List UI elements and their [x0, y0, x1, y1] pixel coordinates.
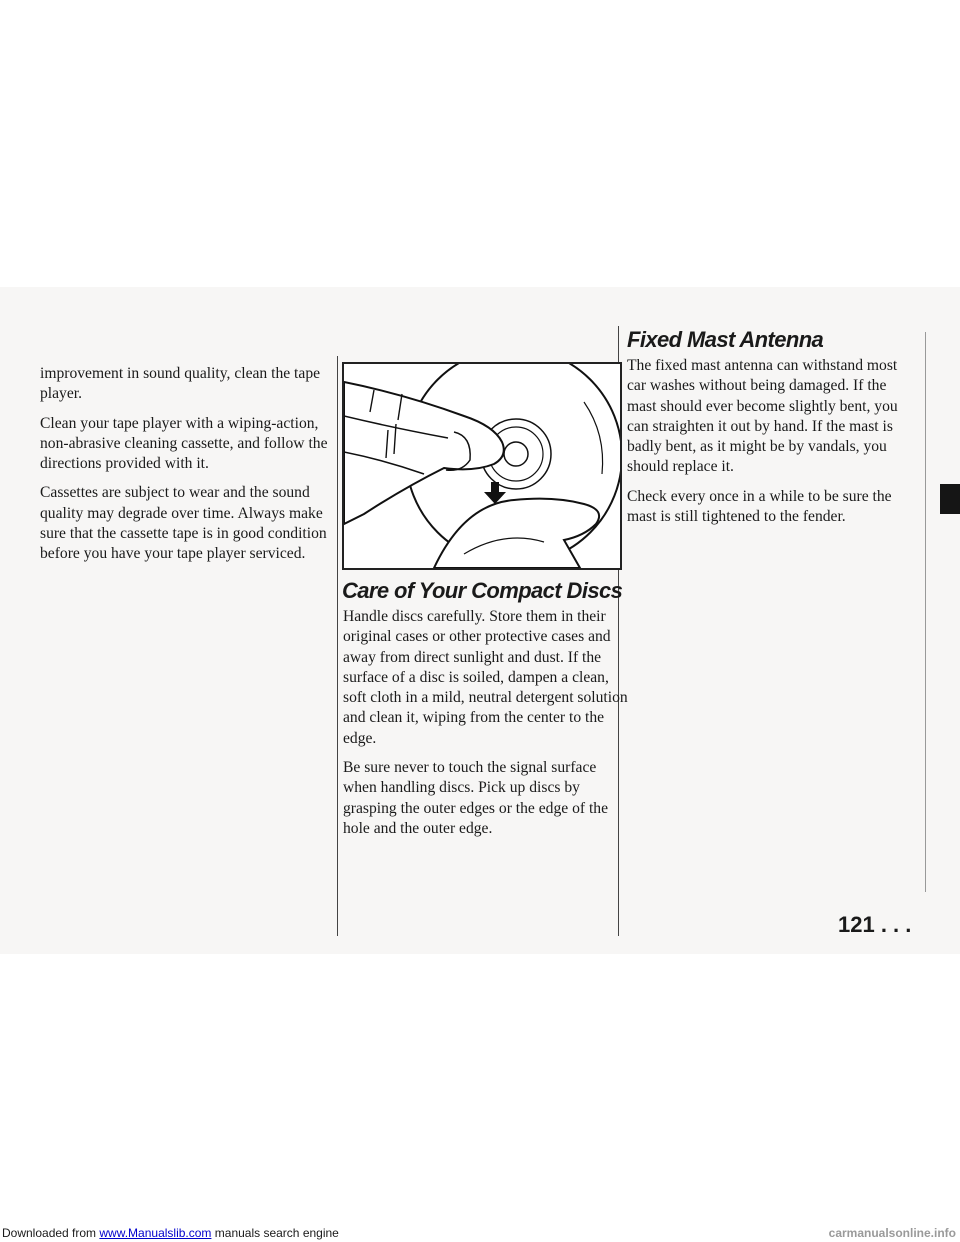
column-rule-left — [337, 356, 338, 936]
download-suffix: manuals search engine — [211, 1226, 339, 1240]
download-notice — [2, 1225, 339, 1242]
disc-cleaning-illustration — [342, 362, 622, 570]
manualslib-link[interactable]: www.Manualslib.com — [99, 1226, 212, 1240]
paragraph: Handle discs carefully. Store them in their original cases or other protective cases and away from direct sunlight and dust. If the surface of a disc is soiled, dampen a clean, soft cloth in a mild, neutral detergent solution and clean it, wiping from the center to the edge. — [343, 608, 628, 747]
hand-holding-disc-drawing — [344, 364, 620, 568]
paragraph: Check every once in a while to be sure the mast is still tightened to the fender. — [627, 487, 892, 526]
tape-player-column — [40, 364, 330, 574]
watermark-text: carmanualsonline.info — [828, 1226, 956, 1240]
paragraph: improvement in sound quality, clean the tape player. — [40, 365, 321, 403]
section-tab-marker — [940, 484, 960, 514]
page-edge-rule — [925, 332, 926, 892]
paragraph: Be sure never to touch the signal surface when handling discs. Pick up discs by grasping the outer edges or the edge of the hole and the outer edge. — [343, 759, 609, 837]
compact-discs-heading: Care of Your Compact Discs — [342, 578, 623, 603]
antenna-column — [627, 356, 917, 536]
paragraph: Cassettes are subject to wear and the sound quality may degrade over time. Always make sure that the cassette tape is in good condition before you have your tape player serviced. — [40, 484, 327, 563]
page-number: 121 . . . — [838, 912, 912, 937]
download-prefix: Downloaded from — [2, 1226, 100, 1240]
antenna-heading: Fixed Mast Antenna — [627, 327, 824, 352]
paragraph: Clean your tape player with a wiping-action, non-abrasive cleaning cassette, and follow the directions provided with it. — [40, 414, 328, 473]
compact-discs-column — [343, 607, 630, 848]
footer — [0, 1225, 960, 1242]
paragraph: The fixed mast antenna can withstand most car washes without being damaged. If the mast should ever become slightly bent, you can straighten it out by hand. If the mast is badly bent, as it might be by vandals, you should replace it. — [627, 357, 898, 476]
